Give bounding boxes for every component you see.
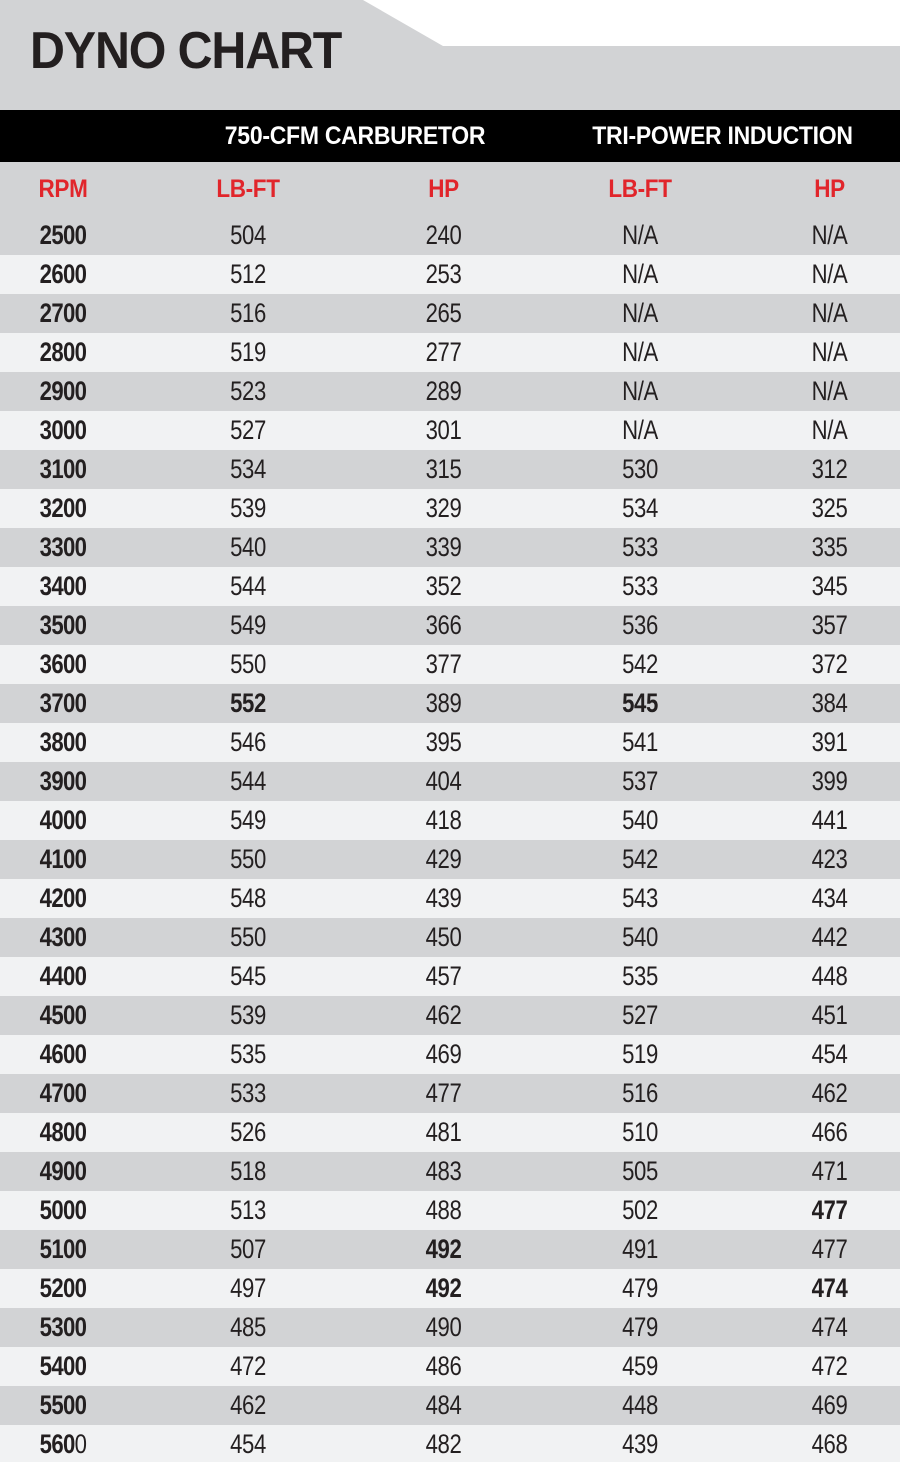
cell-rpm: 3200 [39, 493, 87, 523]
cell-carb-hp: 404 [425, 766, 462, 796]
cell-rpm: 3900 [39, 766, 87, 796]
cell-tri-lbft: N/A [622, 259, 658, 289]
cell-tri-hp: 441 [811, 805, 848, 835]
group-header-band [0, 110, 900, 162]
column-header-tri-hp: HP [814, 174, 845, 203]
cell-carb-lbft: 513 [230, 1195, 266, 1225]
cell-rpm: 3000 [39, 415, 87, 445]
cell-tri-hp: 357 [811, 610, 848, 640]
cell-carb-lbft: 540 [230, 532, 266, 562]
cell-carb-hp: 482 [425, 1429, 462, 1459]
cell-carb-lbft: 504 [230, 220, 266, 250]
cell-rpm: 2500 [39, 220, 87, 250]
table-row [0, 606, 900, 645]
cell-carb-hp: 339 [425, 532, 462, 562]
cell-tri-lbft: N/A [622, 376, 658, 406]
group-header-tri-power: TRI-POWER INDUCTION [592, 122, 853, 150]
cell-tri-lbft: 502 [622, 1195, 658, 1225]
cell-carb-lbft: 518 [230, 1156, 266, 1186]
table-row [0, 411, 900, 450]
cell-tri-hp: 372 [811, 649, 848, 679]
cell-tri-lbft: 536 [622, 610, 658, 640]
cell-carb-hp: 469 [425, 1039, 462, 1069]
cell-rpm: 3100 [39, 454, 87, 484]
cell-carb-hp: 366 [425, 610, 462, 640]
cell-carb-lbft: 544 [230, 766, 266, 796]
cell-carb-lbft: 539 [230, 1000, 266, 1030]
table-row [0, 1308, 900, 1347]
cell-tri-hp: 391 [811, 727, 848, 757]
cell-tri-lbft: 505 [622, 1156, 658, 1186]
table-row [0, 1113, 900, 1152]
table-row [0, 957, 900, 996]
cell-carb-lbft: 507 [230, 1234, 266, 1264]
cell-rpm: 4800 [39, 1117, 87, 1147]
cell-tri-lbft: 534 [622, 493, 658, 523]
cell-rpm: 4400 [39, 961, 87, 991]
cell-carb-hp: 429 [425, 844, 462, 874]
cell-rpm: 3600 [39, 649, 87, 679]
cell-tri-lbft: 541 [622, 727, 658, 757]
cell-rpm: 4300 [39, 922, 87, 952]
table-row [0, 528, 900, 567]
cell-carb-lbft: 454 [230, 1429, 266, 1459]
cell-carb-hp: 277 [425, 337, 462, 367]
cell-tri-lbft: 543 [622, 883, 658, 913]
cell-tri-hp: 384 [811, 688, 848, 718]
cell-carb-lbft: 497 [230, 1273, 266, 1303]
cell-carb-hp: 389 [425, 688, 462, 718]
cell-tri-hp: N/A [811, 259, 848, 289]
table-row [0, 645, 900, 684]
cell-tri-lbft: 459 [622, 1351, 658, 1381]
cell-carb-lbft: 526 [230, 1117, 266, 1147]
cell-rpm: 3800 [39, 727, 87, 757]
cell-tri-hp: 345 [811, 571, 848, 601]
cell-rpm: 2700 [39, 298, 87, 328]
cell-tri-hp: 442 [811, 922, 848, 952]
cell-tri-lbft: 519 [622, 1039, 658, 1069]
cell-tri-lbft: 530 [622, 454, 658, 484]
cell-carb-hp: 450 [425, 922, 462, 952]
cell-carb-hp: 265 [425, 298, 462, 328]
table-row [0, 1191, 900, 1230]
cell-carb-hp: 377 [425, 649, 462, 679]
cell-rpm: 3500 [39, 610, 87, 640]
cell-tri-lbft: 479 [622, 1273, 658, 1303]
cell-carb-lbft: 546 [230, 727, 266, 757]
cell-rpm: 4600 [39, 1039, 87, 1069]
cell-carb-hp: 329 [425, 493, 462, 523]
table-row [0, 1269, 900, 1308]
cell-carb-lbft: 523 [230, 376, 266, 406]
cell-carb-lbft: 516 [230, 298, 266, 328]
column-header-rpm: RPM [38, 174, 88, 203]
cell-carb-hp: 301 [425, 415, 462, 445]
cell-rpm: 5100 [39, 1234, 87, 1264]
cell-carb-lbft: 535 [230, 1039, 266, 1069]
cell-tri-lbft: 448 [622, 1390, 658, 1420]
cell-rpm: 5200 [39, 1273, 87, 1303]
cell-carb-hp: 481 [425, 1117, 462, 1147]
cell-tri-hp: 477 [811, 1234, 848, 1264]
cell-tri-hp: 451 [811, 1000, 848, 1030]
table-row [0, 1074, 900, 1113]
cell-tri-hp: 468 [811, 1429, 848, 1459]
cell-tri-lbft: 491 [622, 1234, 658, 1264]
table-row [0, 840, 900, 879]
cell-carb-hp: 477 [425, 1078, 462, 1108]
cell-rpm: 4500 [39, 1000, 87, 1030]
cell-tri-lbft: 537 [622, 766, 658, 796]
table-row [0, 996, 900, 1035]
cell-tri-hp: 434 [811, 883, 848, 913]
cell-rpm: 4000 [39, 805, 87, 835]
cell-carb-hp: 315 [425, 454, 462, 484]
cell-carb-lbft: 549 [230, 805, 266, 835]
cell-tri-lbft: 533 [622, 532, 658, 562]
cell-tri-hp: N/A [811, 298, 848, 328]
cell-tri-hp: 325 [811, 493, 848, 523]
cell-carb-hp: 486 [425, 1351, 462, 1381]
table-row [0, 879, 900, 918]
cell-carb-hp: 484 [425, 1390, 462, 1420]
page-title: DYNO CHART [30, 22, 342, 80]
cell-tri-lbft: N/A [622, 298, 658, 328]
table-row [0, 1347, 900, 1386]
table-row [0, 1230, 900, 1269]
cell-tri-hp: 474 [811, 1273, 848, 1303]
cell-carb-hp: 490 [425, 1312, 462, 1342]
cell-carb-lbft: 552 [230, 688, 266, 718]
table-body [0, 216, 900, 1462]
rpm-bold-part: 560 [39, 1429, 75, 1459]
column-header-carb-lbft: LB-FT [216, 174, 280, 203]
cell-rpm: 5300 [39, 1312, 87, 1342]
table-row [0, 255, 900, 294]
column-header-row [0, 162, 900, 216]
cell-carb-hp: 488 [425, 1195, 462, 1225]
table-row [0, 450, 900, 489]
cell-carb-lbft: 550 [230, 649, 266, 679]
cell-tri-lbft: 540 [622, 922, 658, 952]
cell-tri-hp: 312 [811, 454, 848, 484]
cell-carb-lbft: 527 [230, 415, 266, 445]
table-row [0, 684, 900, 723]
cell-rpm: 2600 [39, 259, 87, 289]
cell-tri-hp: N/A [811, 415, 848, 445]
table-row [0, 1152, 900, 1191]
cell-tri-hp: N/A [811, 376, 848, 406]
cell-tri-lbft: N/A [622, 415, 658, 445]
cell-tri-hp: N/A [811, 220, 848, 250]
cell-tri-lbft: 479 [622, 1312, 658, 1342]
cell-tri-hp: 399 [811, 766, 848, 796]
cell-tri-hp: 466 [811, 1117, 848, 1147]
cell-rpm: 2900 [39, 376, 87, 406]
cell-tri-hp: 462 [811, 1078, 848, 1108]
cell-tri-hp: 335 [811, 532, 848, 562]
table-row [0, 801, 900, 840]
cell-tri-lbft: 545 [622, 688, 658, 718]
table-row [0, 372, 900, 411]
group-header-carburetor: 750-CFM CARBURETOR [224, 122, 486, 150]
cell-carb-lbft: 472 [230, 1351, 266, 1381]
table-row [0, 567, 900, 606]
cell-carb-lbft: 548 [230, 883, 266, 913]
cell-carb-hp: 439 [425, 883, 462, 913]
cell-carb-hp: 240 [425, 220, 462, 250]
cell-tri-hp: 448 [811, 961, 848, 991]
cell-rpm: 5500 [39, 1390, 87, 1420]
cell-rpm: 3400 [39, 571, 87, 601]
cell-tri-lbft: 510 [622, 1117, 658, 1147]
cell-tri-lbft: 439 [622, 1429, 658, 1459]
cell-tri-hp: 472 [811, 1351, 848, 1381]
cell-tri-hp: 474 [811, 1312, 848, 1342]
cell-carb-lbft: 519 [230, 337, 266, 367]
table-row [0, 1425, 900, 1462]
cell-rpm [15, 1425, 112, 1462]
cell-tri-hp: 454 [811, 1039, 848, 1069]
cell-rpm: 4700 [39, 1078, 87, 1108]
cell-tri-hp: 423 [811, 844, 848, 874]
cell-tri-lbft: 542 [622, 844, 658, 874]
cell-rpm: 4900 [39, 1156, 87, 1186]
cell-tri-hp: 477 [811, 1195, 848, 1225]
cell-rpm: 4100 [39, 844, 87, 874]
cell-carb-lbft: 544 [230, 571, 266, 601]
cell-carb-lbft: 549 [230, 610, 266, 640]
table-row [0, 333, 900, 372]
cell-carb-lbft: 462 [230, 1390, 266, 1420]
cell-rpm: 3700 [39, 688, 87, 718]
table-row [0, 1386, 900, 1425]
cell-carb-lbft: 550 [230, 922, 266, 952]
cell-carb-hp: 492 [425, 1234, 462, 1264]
table-row [0, 489, 900, 528]
cell-carb-hp: 462 [425, 1000, 462, 1030]
table-row [0, 723, 900, 762]
cell-tri-lbft: 535 [622, 961, 658, 991]
cell-carb-hp: 289 [425, 376, 462, 406]
cell-tri-hp: N/A [811, 337, 848, 367]
cell-carb-hp: 492 [425, 1273, 462, 1303]
cell-tri-lbft: 516 [622, 1078, 658, 1108]
cell-rpm: 3300 [39, 532, 87, 562]
rpm-light-part: 0 [74, 1429, 87, 1459]
cell-carb-lbft: 539 [230, 493, 266, 523]
cell-tri-hp: 471 [811, 1156, 848, 1186]
cell-rpm: 2800 [39, 337, 87, 367]
cell-tri-lbft: 540 [622, 805, 658, 835]
cell-rpm: 4200 [39, 883, 87, 913]
cell-tri-lbft: 533 [622, 571, 658, 601]
cell-carb-lbft: 533 [230, 1078, 266, 1108]
cell-carb-hp: 253 [425, 259, 462, 289]
table-row [0, 216, 900, 255]
table-row [0, 918, 900, 957]
cell-carb-hp: 457 [425, 961, 462, 991]
cell-carb-lbft: 545 [230, 961, 266, 991]
cell-tri-lbft: N/A [622, 220, 658, 250]
table-row [0, 294, 900, 333]
cell-rpm: 5000 [39, 1195, 87, 1225]
column-header-carb-hp: HP [428, 174, 459, 203]
cell-tri-lbft: 527 [622, 1000, 658, 1030]
cell-carb-lbft: 534 [230, 454, 266, 484]
cell-carb-lbft: 485 [230, 1312, 266, 1342]
cell-carb-hp: 352 [425, 571, 462, 601]
cell-tri-hp: 469 [811, 1390, 848, 1420]
cell-carb-lbft: 550 [230, 844, 266, 874]
cell-carb-lbft: 512 [230, 259, 266, 289]
cell-tri-lbft: N/A [622, 337, 658, 367]
cell-rpm: 5400 [39, 1351, 87, 1381]
cell-tri-lbft: 542 [622, 649, 658, 679]
cell-carb-hp: 483 [425, 1156, 462, 1186]
table-row [0, 762, 900, 801]
cell-carb-hp: 395 [425, 727, 462, 757]
table-row [0, 1035, 900, 1074]
cell-carb-hp: 418 [425, 805, 462, 835]
column-header-tri-lbft: LB-FT [608, 174, 672, 203]
